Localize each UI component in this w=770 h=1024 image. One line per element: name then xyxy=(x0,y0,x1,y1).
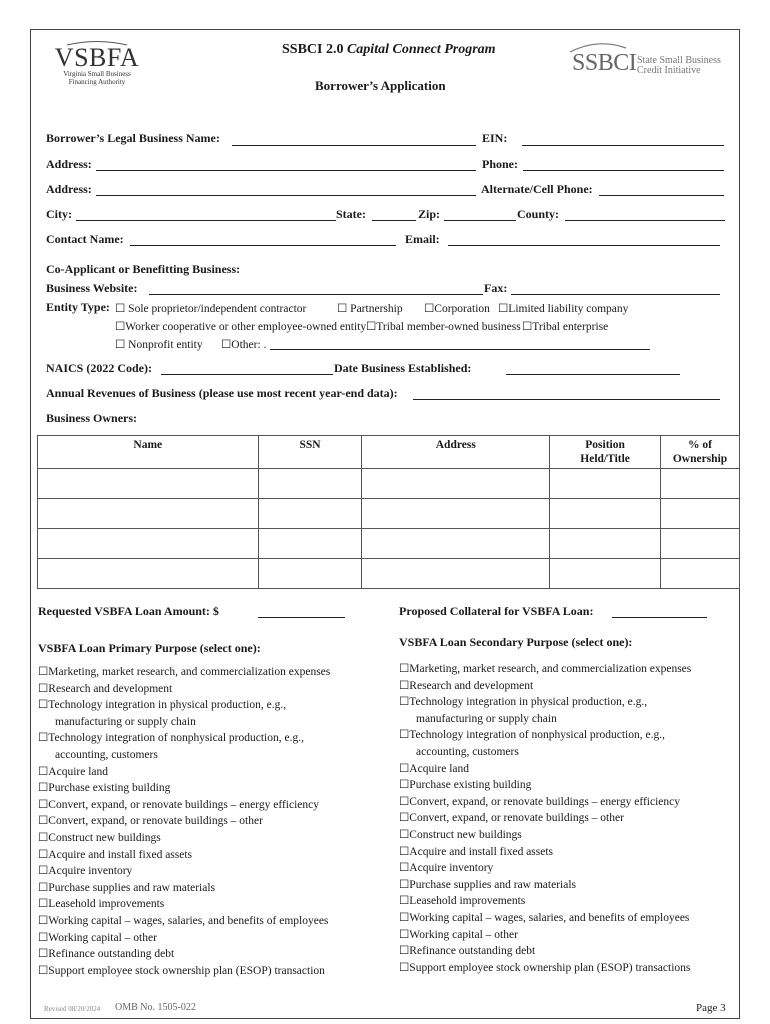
owner-name-cell[interactable] xyxy=(38,469,259,499)
naics-label: NAICS (2022 Code): xyxy=(46,361,152,375)
phone-input[interactable] xyxy=(523,170,724,171)
secondary-purpose-option[interactable]: ☐Acquire land xyxy=(399,762,470,775)
owners-table-header xyxy=(38,436,740,469)
zip-label: Zip: xyxy=(418,207,441,221)
primary-purpose-option[interactable]: ☐Technology integration in physical production, e.g., xyxy=(38,699,287,712)
entity-nonprofit-checkbox[interactable]: ☐ Nonprofit entity xyxy=(115,339,203,351)
page-number: Page 3 xyxy=(696,1002,726,1014)
primary-purpose-option[interactable]: ☐Acquire land xyxy=(38,765,109,778)
entity-other-input[interactable] xyxy=(270,349,650,350)
legal-name-label: Borrower’s Legal Business Name: xyxy=(46,131,220,145)
primary-purpose-title: VSBFA Loan Primary Purpose (select one): xyxy=(38,641,261,655)
secondary-purpose-list xyxy=(399,661,691,976)
primary-purpose-option[interactable]: ☐Working capital – other xyxy=(38,931,157,944)
entity-sole-checkbox[interactable]: ☐ Sole proprietor/independent contractor xyxy=(115,303,307,315)
secondary-purpose-title: VSBFA Loan Secondary Purpose (select one): xyxy=(399,635,633,649)
primary-purpose-option[interactable]: ☐Construct new buildings xyxy=(38,831,161,844)
entity-worker-coop-checkbox[interactable]: ☐Worker cooperative or other employee-owned entity xyxy=(115,321,367,333)
secondary-purpose-option[interactable]: ☐Working capital – wages, salaries, and benefits of employees xyxy=(399,911,690,924)
entity-corporation-checkbox[interactable]: ☐Corporation xyxy=(424,303,490,315)
table-row xyxy=(38,469,740,499)
fax-label: Fax: xyxy=(484,281,508,295)
col-header-address: Address xyxy=(362,436,550,469)
city-input[interactable] xyxy=(76,220,336,221)
secondary-purpose-option[interactable]: ☐Acquire inventory xyxy=(399,862,494,875)
alt-phone-label: Alternate/Cell Phone: xyxy=(481,182,593,196)
primary-purpose-option[interactable]: ☐Leasehold improvements xyxy=(38,898,165,911)
owner-ssn-cell[interactable] xyxy=(258,469,362,499)
annual-revenue-input[interactable] xyxy=(413,399,720,400)
secondary-purpose-option-cont: accounting, customers xyxy=(416,745,519,758)
owner-ownership-cell[interactable] xyxy=(661,529,740,559)
table-row xyxy=(38,499,740,529)
phone-label: Phone: xyxy=(482,157,518,171)
owner-ssn-cell[interactable] xyxy=(258,529,362,559)
email-label: Email: xyxy=(405,232,440,246)
business-owners-label: Business Owners: xyxy=(46,411,138,425)
owner-address-cell[interactable] xyxy=(362,559,550,589)
primary-purpose-option[interactable]: ☐Convert, expand, or renovate buildings – energy efficiency xyxy=(38,798,320,811)
col-header-ownership: % of Ownership xyxy=(661,436,740,469)
primary-purpose-option[interactable]: ☐Working capital – wages, salaries, and benefits of employees xyxy=(38,914,329,927)
requested-amount-label: Requested VSBFA Loan Amount: $ xyxy=(38,604,219,618)
county-input[interactable] xyxy=(565,220,725,221)
primary-purpose-option[interactable]: ☐Technology integration of nonphysical production, e.g., xyxy=(38,732,304,745)
owner-address-cell[interactable] xyxy=(362,469,550,499)
legal-name-input[interactable] xyxy=(232,145,476,146)
table-row xyxy=(38,529,740,559)
alt-phone-input[interactable] xyxy=(599,195,724,196)
primary-purpose-option[interactable]: ☐Marketing, market research, and commercialization expenses xyxy=(38,666,331,678)
collateral-input[interactable] xyxy=(612,617,707,618)
website-input[interactable] xyxy=(149,294,483,295)
owner-name-cell[interactable] xyxy=(38,499,259,529)
primary-purpose-option[interactable]: ☐Purchase supplies and raw materials xyxy=(38,881,216,894)
zip-input[interactable] xyxy=(444,220,516,221)
secondary-purpose-option-cont: manufacturing or supply chain xyxy=(416,712,557,725)
primary-purpose-option-cont: manufacturing or supply chain xyxy=(55,715,196,728)
primary-purpose-option-cont: accounting, customers xyxy=(55,748,158,761)
address1-input[interactable] xyxy=(96,170,476,171)
primary-purpose-option[interactable]: ☐Convert, expand, or renovate buildings – other xyxy=(38,815,263,828)
secondary-purpose-option[interactable]: ☐Working capital – other xyxy=(399,928,518,941)
address2-label: Address: xyxy=(46,182,92,196)
secondary-purpose-option[interactable]: ☐Leasehold improvements xyxy=(399,895,526,908)
entity-type-label: Entity Type: xyxy=(46,300,110,314)
owner-ownership-cell[interactable] xyxy=(661,499,740,529)
entity-tribal-enterprise-checkbox[interactable]: ☐Tribal enterprise xyxy=(522,321,609,333)
owner-position-cell[interactable] xyxy=(550,559,661,589)
website-label: Business Website: xyxy=(46,281,138,295)
owner-address-cell[interactable] xyxy=(362,529,550,559)
owner-name-cell[interactable] xyxy=(38,559,259,589)
primary-purpose-list xyxy=(38,664,330,979)
secondary-purpose-option[interactable]: ☐Purchase existing building xyxy=(399,779,532,792)
email-input[interactable] xyxy=(448,245,720,246)
entity-other-checkbox[interactable]: ☐Other: . xyxy=(221,339,267,351)
owners-table xyxy=(37,435,740,589)
primary-purpose-option[interactable]: ☐Refinance outstanding debt xyxy=(38,948,175,961)
naics-input[interactable] xyxy=(161,374,333,375)
ein-input[interactable] xyxy=(522,145,724,146)
fax-input[interactable] xyxy=(511,294,720,295)
form-title: SSBCI 2.0 Capital Connect Program xyxy=(282,42,496,57)
city-label: City: xyxy=(46,207,72,221)
revised-date: Revised 08/20/2024 xyxy=(44,1005,101,1013)
state-input[interactable] xyxy=(372,220,416,221)
date-established-label: Date Business Established: xyxy=(334,361,472,375)
requested-amount-input[interactable] xyxy=(258,617,345,618)
secondary-purpose-option[interactable]: ☐Marketing, market research, and commercialization expenses xyxy=(399,663,692,675)
owner-position-cell[interactable] xyxy=(550,469,661,499)
col-header-ssn: SSN xyxy=(258,436,362,469)
secondary-purpose-option[interactable]: ☐Convert, expand, or renovate buildings – other xyxy=(399,812,624,825)
state-label: State: xyxy=(336,207,366,221)
contact-input[interactable] xyxy=(130,245,396,246)
collateral-label: Proposed Collateral for VSBFA Loan: xyxy=(399,604,594,618)
ssbci-logo: SSBCI State Small Business Credit Initiative xyxy=(568,42,738,78)
secondary-purpose-option[interactable]: ☐Construct new buildings xyxy=(399,828,522,841)
owner-ownership-cell[interactable] xyxy=(661,559,740,589)
table-row xyxy=(38,559,740,589)
owner-ssn-cell[interactable] xyxy=(258,559,362,589)
contact-label: Contact Name: xyxy=(46,232,124,246)
primary-purpose-option[interactable]: ☐Support employee stock ownership plan (ESOP) transaction xyxy=(38,964,325,977)
secondary-purpose-option[interactable]: ☐Technology integration in physical production, e.g., xyxy=(399,696,648,709)
form-subtitle: Borrower’s Application xyxy=(315,78,446,93)
secondary-purpose-option[interactable]: ☐Purchase supplies and raw materials xyxy=(399,878,577,891)
secondary-purpose-option[interactable]: ☐Convert, expand, or renovate buildings – energy efficiency xyxy=(399,795,681,808)
vsbfa-logo: VSBFA Virginia Small Business Financing Authority xyxy=(47,40,147,86)
secondary-purpose-option[interactable]: ☐Research and development xyxy=(399,679,534,692)
owner-position-cell[interactable] xyxy=(550,529,661,559)
entity-llc-checkbox[interactable]: ☐Limited liability company xyxy=(498,303,629,315)
entity-tribal-member-checkbox[interactable]: ☐Tribal member-owned business xyxy=(366,321,521,333)
address2-input[interactable] xyxy=(96,195,476,196)
owner-ownership-cell[interactable] xyxy=(661,469,740,499)
owner-ssn-cell[interactable] xyxy=(258,499,362,529)
omb-number: OMB No. 1505-022 xyxy=(115,1002,196,1013)
date-established-input[interactable] xyxy=(506,374,680,375)
owner-address-cell[interactable] xyxy=(362,499,550,529)
primary-purpose-option[interactable]: ☐Acquire inventory xyxy=(38,865,133,878)
owner-name-cell[interactable] xyxy=(38,529,259,559)
primary-purpose-option[interactable]: ☐Purchase existing building xyxy=(38,782,171,795)
ein-label: EIN: xyxy=(482,131,508,145)
annual-revenue-label: Annual Revenues of Business (please use most recent year-end data): xyxy=(46,386,398,400)
secondary-purpose-option[interactable]: ☐Support employee stock ownership plan (ESOP) transactions xyxy=(399,961,691,974)
secondary-purpose-option[interactable]: ☐Acquire and install fixed assets xyxy=(399,845,554,858)
owner-position-cell[interactable] xyxy=(550,499,661,529)
secondary-purpose-option[interactable]: ☐Technology integration of nonphysical production, e.g., xyxy=(399,729,665,742)
secondary-purpose-option[interactable]: ☐Refinance outstanding debt xyxy=(399,945,536,958)
col-header-name: Name xyxy=(38,436,259,469)
primary-purpose-option[interactable]: ☐Acquire and install fixed assets xyxy=(38,848,193,861)
county-label: County: xyxy=(517,207,560,221)
address1-label: Address: xyxy=(46,157,92,171)
coapplicant-label: Co-Applicant or Benefitting Business: xyxy=(46,262,241,276)
col-header-position: Position Held/Title xyxy=(550,436,661,469)
primary-purpose-option[interactable]: ☐Research and development xyxy=(38,682,173,695)
entity-partnership-checkbox[interactable]: ☐ Partnership xyxy=(337,303,403,315)
